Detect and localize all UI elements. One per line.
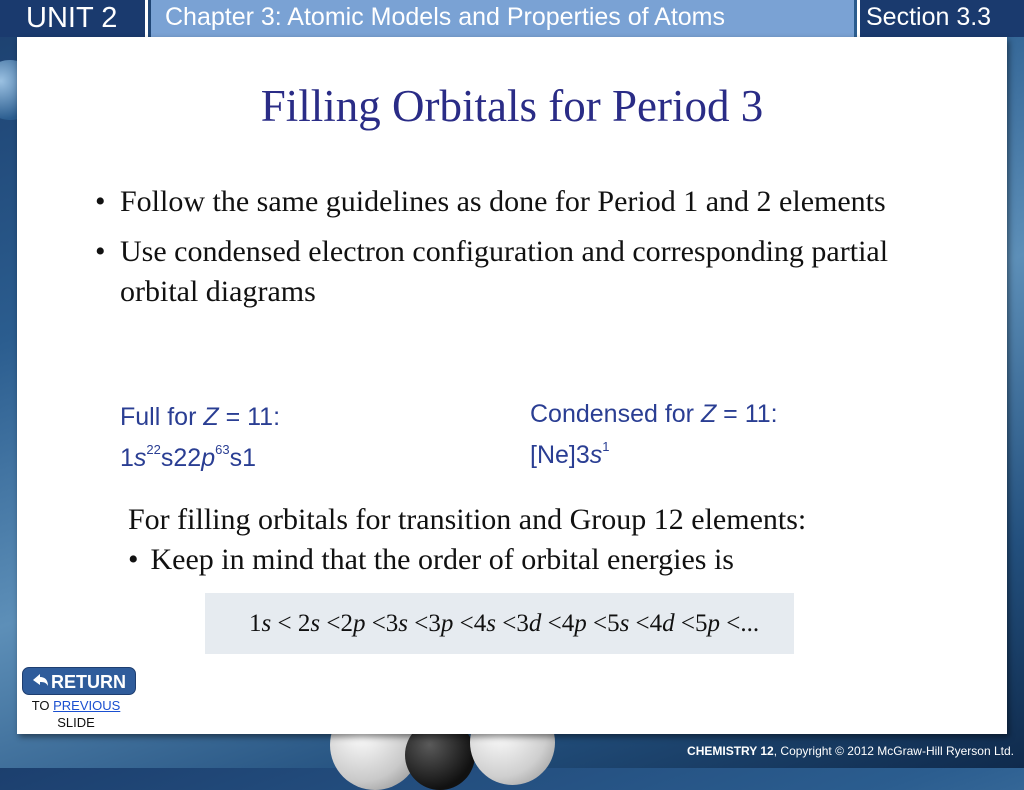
bullet-text: Follow the same guidelines as done for Period 1 and 2 elements	[120, 185, 886, 218]
footer-brand: CHEMISTRY 12	[687, 744, 774, 758]
footer-copyright	[687, 744, 1014, 758]
full-config-label	[120, 403, 280, 432]
bullet-item	[95, 232, 925, 312]
bullet-list	[95, 182, 925, 322]
full-electron-configuration: $1s^{22}s22p^{63}s1$	[120, 442, 256, 472]
chapter-title: Chapter 3: Atomic Models and Properties of Atoms	[151, 0, 854, 37]
condensed-config-label-suffix: = 11:	[716, 400, 778, 428]
bullet-item	[95, 182, 925, 222]
condensed-config-label-prefix: Condensed for	[530, 400, 701, 428]
bullet-dot: •	[128, 543, 139, 576]
return-label: RETURN	[51, 672, 126, 692]
previous-slide-link-block	[20, 697, 132, 731]
return-arrow-icon	[31, 668, 51, 696]
condensed-electron-configuration: $[Ne]3s^1$	[530, 439, 610, 469]
orbital-energy-order: 1s < 2s <2p <3s <3p <4s <3d <4p <5s <4d <5p <...	[205, 593, 794, 654]
unit-label: UNIT 2	[0, 0, 148, 37]
previous-slide-link[interactable]: PREVIOUS	[53, 698, 121, 713]
full-config-label-prefix: Full for	[120, 403, 204, 431]
full-config-label-suffix: = 11:	[218, 403, 281, 431]
link-suffix: SLIDE	[57, 715, 95, 730]
atomic-number-variable: Z	[203, 403, 219, 431]
bullet-text: Keep in mind that the order of orbital energies is	[150, 543, 734, 576]
transition-note-bullet	[128, 540, 734, 580]
bullet-dot: •	[95, 185, 106, 218]
slide-title: Filling Orbitals for Period 3	[260, 81, 764, 131]
return-button[interactable]	[22, 667, 136, 695]
transition-note-heading: For filling orbitals for transition and Group 12 elements:	[128, 503, 807, 536]
bullet-dot: •	[95, 235, 106, 268]
header-bar	[0, 0, 1024, 37]
link-prefix: TO	[31, 698, 54, 713]
condensed-config-label	[530, 400, 778, 429]
bullet-text: Use condensed electron configuration and corresponding partial orbital diagrams	[120, 235, 889, 308]
atomic-number-variable: Z	[700, 400, 717, 428]
footer-copyright-text: , Copyright © 2012 McGraw-Hill Ryerson Ltd.	[773, 744, 1014, 758]
section-label: Section 3.3	[857, 0, 1024, 37]
